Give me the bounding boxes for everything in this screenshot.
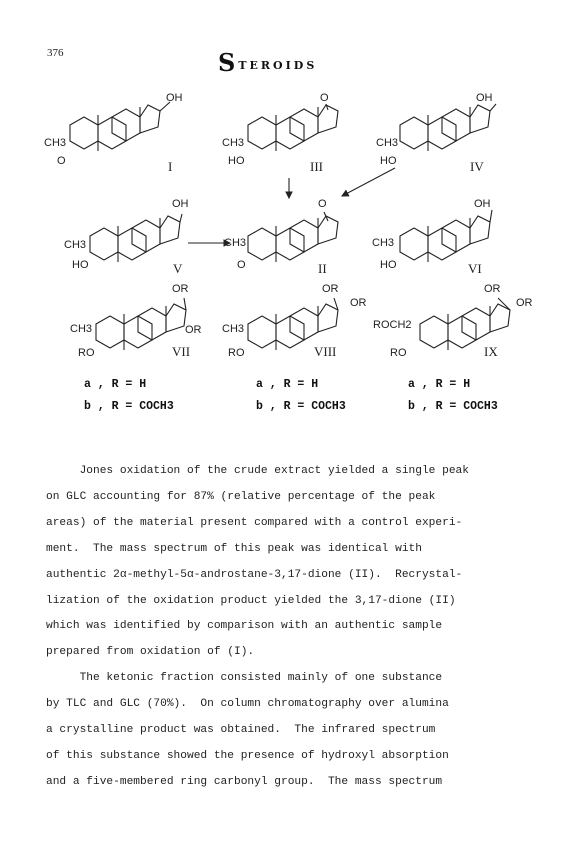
label-or: OR: [322, 283, 339, 295]
numeral-III: III: [310, 159, 323, 174]
structure-VIII: [222, 283, 367, 359]
label-ch3: CH3: [372, 237, 395, 249]
text-line: ment. The mass spectrum of this peak was identical with: [46, 542, 422, 555]
label-ch3: CH3: [44, 137, 67, 149]
numeral-I: I: [168, 159, 173, 174]
numeral-IV: IV: [470, 159, 484, 174]
text-line: prepared from oxidation of (I).: [46, 646, 255, 659]
legend-VIII: [256, 374, 346, 418]
label-oh: OH: [476, 92, 493, 104]
label-oxo: O: [237, 259, 246, 271]
legend-a: a , R = H: [408, 378, 471, 391]
text-line: authentic 2α-methyl-5α-androstane-3,17-dione (II). Recrystal-: [46, 568, 463, 581]
numeral-V: V: [173, 261, 183, 276]
label-ho: HO: [380, 259, 397, 271]
numeral-VIII: VIII: [314, 344, 337, 359]
text-line: lization of the oxidation product yielded the 3,17-dione (II): [46, 594, 456, 607]
arrow-IV-to-II: [342, 168, 395, 196]
legend-a: a , R = H: [256, 378, 319, 391]
legend-b: b , R = COCH3: [408, 400, 498, 413]
structure-I: [44, 92, 183, 174]
body-text: [46, 459, 546, 796]
structure-VI: [372, 198, 492, 276]
label-or: OR: [484, 283, 501, 295]
label-ho: HO: [380, 155, 397, 167]
structure-III: [222, 92, 338, 174]
text-line: a crystalline product was obtained. The infrared spectrum: [46, 724, 436, 737]
text-line: Jones oxidation of the crude extract yielded a single peak: [46, 465, 469, 477]
legend-b: b , R = COCH3: [256, 400, 346, 413]
legend-IX: [408, 374, 498, 418]
label-oh: OH: [474, 198, 491, 210]
label-ho: HO: [72, 259, 89, 271]
page-number: 376: [47, 47, 64, 59]
legend-a: a , R = H: [84, 378, 147, 391]
label-roch2: ROCH2: [373, 319, 412, 331]
label-or: OR: [185, 324, 202, 336]
legend-b: b , R = COCH3: [84, 400, 174, 413]
label-or: OR: [350, 297, 367, 309]
numeral-IX: IX: [484, 344, 498, 359]
text-line: on GLC accounting for 87% (relative percentage of the peak: [46, 490, 436, 503]
label-ho: HO: [228, 155, 245, 167]
label-ch3: CH3: [64, 239, 87, 251]
text-line: which was identified by comparison with an authentic sample: [46, 620, 443, 633]
structure-IX: [373, 283, 533, 359]
structure-V: [64, 198, 189, 276]
label-ch3: CH3: [222, 323, 245, 335]
text-line: of this substance showed the presence of hydroxyl absorption: [46, 749, 449, 762]
label-or: OR: [172, 283, 189, 295]
label-or: OR: [516, 297, 533, 309]
label-ch3: CH3: [70, 323, 93, 335]
journal-title-initial: S: [218, 48, 239, 77]
label-o: O: [320, 92, 329, 104]
label-ro: RO: [78, 347, 95, 359]
label-ro: RO: [228, 347, 245, 359]
text-line: The ketonic fraction consisted mainly of one substance: [46, 672, 443, 685]
text-line: by TLC and GLC (70%). On column chromatography over alumina: [46, 698, 449, 711]
label-oh: OH: [166, 92, 183, 104]
structure-VII: [70, 283, 202, 359]
label-ch3: CH3: [222, 137, 245, 149]
label-o: O: [318, 198, 327, 210]
label-oh: OH: [172, 198, 189, 210]
label-ch3: CH3: [376, 137, 399, 149]
label-ro: RO: [390, 347, 407, 359]
legend-VII: [84, 374, 174, 418]
numeral-VI: VI: [468, 261, 482, 276]
label-oxo: O: [57, 155, 66, 167]
journal-title-rest: TEROIDS: [238, 59, 318, 72]
text-line: and a five-membered ring carbonyl group. The mass spectrum: [46, 775, 443, 788]
numeral-VII: VII: [172, 344, 191, 359]
numeral-II: II: [318, 261, 327, 276]
label-ch3: CH3: [224, 237, 247, 249]
structure-IV: [376, 92, 496, 174]
structure-II: [224, 198, 338, 276]
text-line: areas) of the material present compared with a control experi-: [46, 516, 463, 529]
